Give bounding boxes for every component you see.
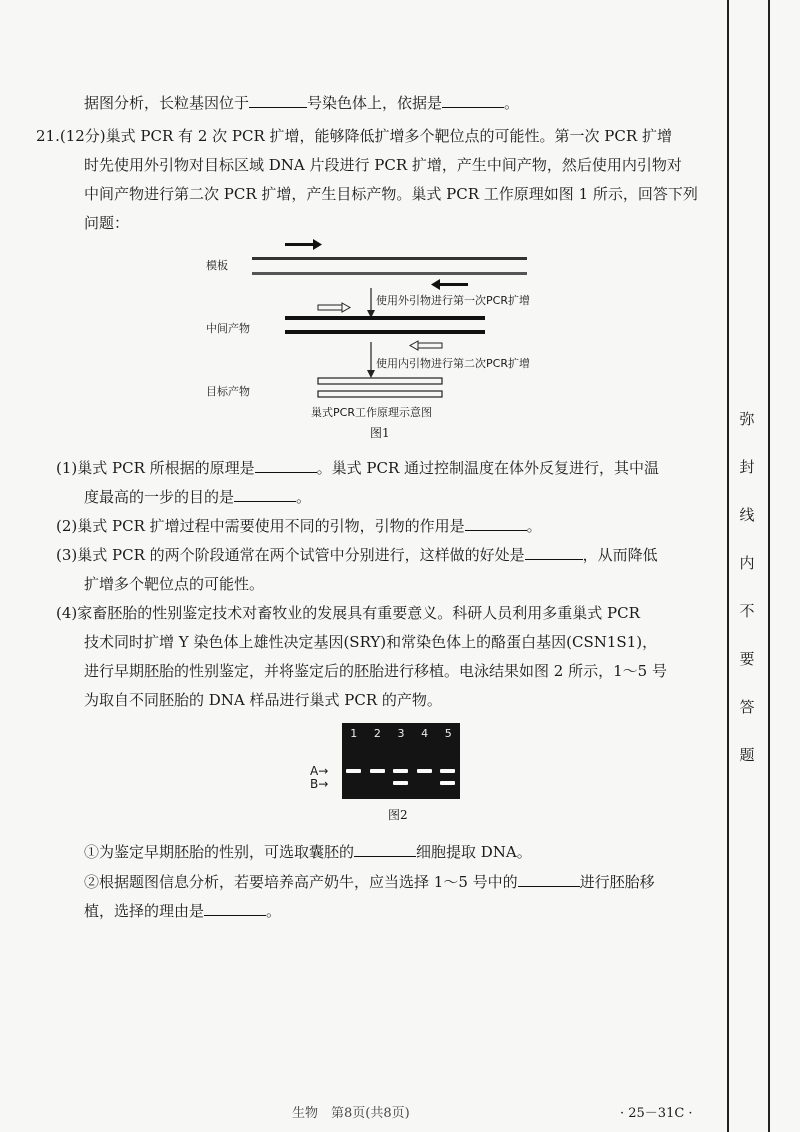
figure2-caption: 图2 [388,808,408,822]
band-a [370,769,385,773]
band-a [417,769,432,773]
band-a [346,769,361,773]
sub-question-2: (2)巢式 PCR 扩增过程中需要使用不同的引物，引物的作用是 。 [56,517,542,535]
answer-blank[interactable] [204,901,266,916]
top-line: 据图分析，长粒基因位于 号染色体上，依据是 。 [84,94,520,112]
sub-question-4-line4: 为取自不同胚胎的 DNA 样品进行巢式 PCR 的产物。 [84,691,442,709]
band-b [440,781,455,785]
step2-label: 使用内引物进行第二次PCR扩增 [376,357,530,370]
outer-primer-reverse [431,279,468,290]
marker-a: A→ [310,764,329,778]
seal-notice: 弥封线内不要答题 [739,410,755,764]
q4-part2-line2: 植，选择的理由是 。 [84,902,282,920]
q4-part2-line1: ②根据题图信息分析，若要培养高产奶牛，应当选择 1～5 号中的 进行胚胎移 [84,873,655,891]
question-21-line2: 时先使用外引物对目标区域 DNA 片段进行 PCR 扩增，产生中间产物，然后使用内引物对 [84,156,682,174]
sub-question-1-line1: (1)巢式 PCR 所根据的原理是 。巢式 PCR 通过控制温度在体外反复进行，其中温 [56,459,660,477]
lane-label: 3 [397,727,405,740]
template-strand-top [252,257,527,260]
lane-label: 5 [444,727,452,740]
target-strand-bottom [318,391,442,397]
label-template: 模板 [206,259,228,272]
outer-primer-forward [285,239,322,250]
lane-label: 4 [421,727,429,740]
sub-question-3-line1: (3)巢式 PCR 的两个阶段通常在两个试管中分别进行，这样做的好处是 ，从而降低 [56,546,658,564]
seal-line-left [727,0,729,1132]
intermediate-strand-bottom [285,330,485,334]
question-21-line3: 中间产物进行第二次 PCR 扩增，产生目标产物。巢式 PCR 工作原理如图 1 所示，回答下列 [84,185,698,203]
marker-b: B→ [310,777,329,791]
band-a [440,769,455,773]
sub-question-1-line2: 度最高的一步的目的是 。 [84,488,312,506]
template-strand-bottom [252,272,527,275]
question-21-line1: 21.(12分)巢式 PCR 有 2 次 PCR 扩增，能够降低扩增多个靶位点的可能性。第一次 PCR 扩增 [36,127,672,145]
answer-blank[interactable] [234,487,296,502]
question-21-line4: 问题： [84,214,130,232]
label-target: 目标产物 [206,385,250,398]
lane-label: 1 [350,727,358,740]
sub-question-4-line2: 技术同时扩增 Y 染色体上雄性决定基因(SRY)和常染色体上的酪蛋白基因(CSN1S1)， [84,633,658,651]
q4-part1: ①为鉴定早期胚胎的性别，可选取囊胚的 细胞提取 DNA。 [84,843,532,861]
intermediate-strand-top [285,316,485,320]
band-a [393,769,408,773]
answer-blank[interactable] [518,872,580,887]
footer-page-number: 生物 第8页(共8页) [292,1106,410,1121]
sub-question-4-line3: 进行早期胚胎的性别鉴定，并将鉴定后的胚胎进行移植。电泳结果如图 2 所示，1～5 号 [84,662,667,680]
answer-blank[interactable] [255,458,317,473]
figure1-caption: 图1 [370,426,390,440]
band-b [393,781,408,785]
lane-label: 2 [373,727,381,740]
inner-primer-reverse [410,341,442,350]
pcr-diagram [0,0,800,460]
label-intermediate: 中间产物 [206,322,250,335]
footer-code: · 25－31C · [620,1106,693,1121]
inner-primer-forward [318,303,350,312]
sub-question-3-line2: 扩增多个靶位点的可能性。 [84,575,265,593]
answer-blank[interactable] [465,516,527,531]
step1-label: 使用外引物进行第一次PCR扩增 [376,294,530,307]
figure1-inner-title: 巢式PCR工作原理示意图 [311,406,432,419]
answer-blank[interactable] [525,545,583,560]
sub-question-4-line1: (4)家畜胚胎的性别鉴定技术对畜牧业的发展具有重要意义。科研人员利用多重巢式 PCR [56,604,640,622]
target-strand-top [318,378,442,384]
gel-image [342,723,460,799]
seal-line-right [768,0,770,1132]
answer-blank[interactable] [354,842,416,857]
